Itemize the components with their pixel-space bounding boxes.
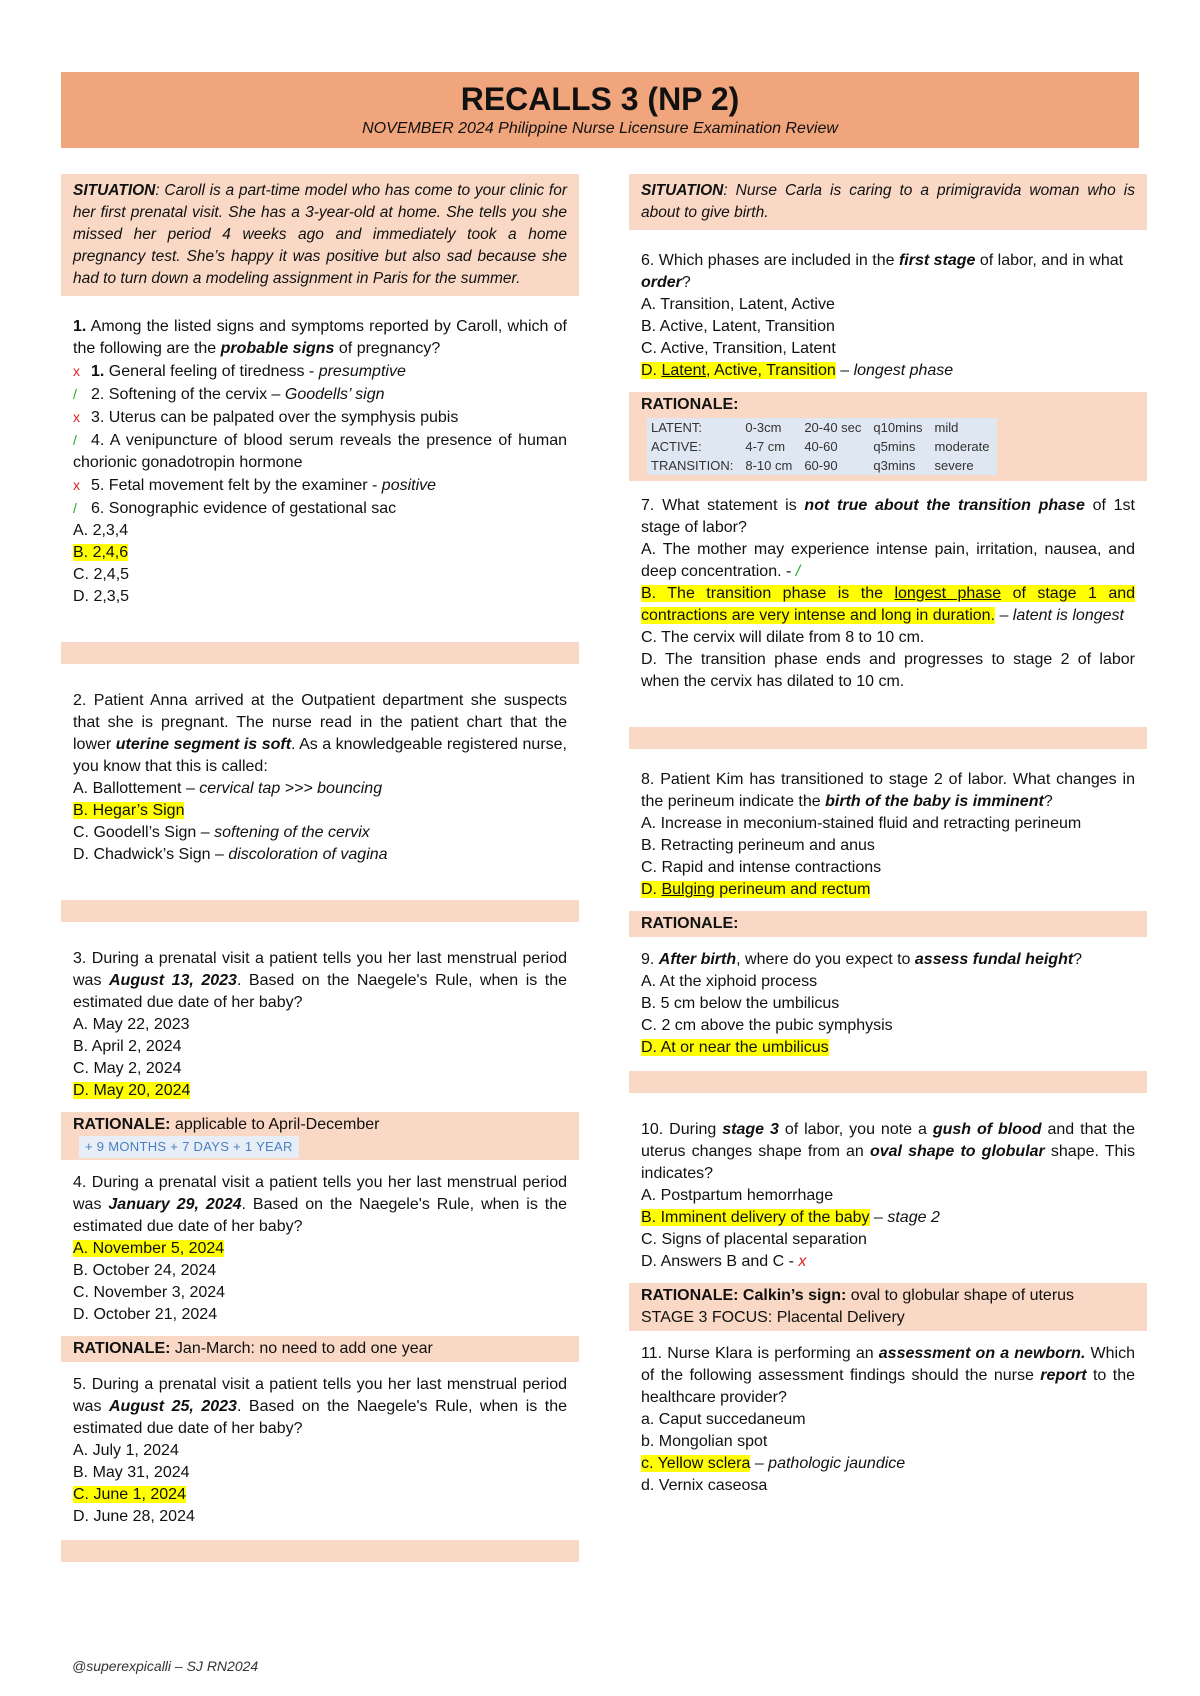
- q10-choice-a: A. Postpartum hemorrhage: [641, 1187, 834, 1204]
- rationale-bar-empty: [629, 727, 1147, 749]
- q5-choice-c: C. June 1, 2024: [73, 1486, 186, 1503]
- table-row: LATENT: 0-3cm 20-40 sec q10mins mild: [651, 420, 959, 435]
- q8-choice-a: A. Increase in meconium-stained fluid and retracting perineum: [641, 815, 1082, 832]
- footer-credit: @superexpicalli – SJ RN2024: [72, 1658, 259, 1674]
- q5-choice-a: A. July 1, 2024: [73, 1442, 179, 1459]
- q1-item-2: / 2. Softening of the cervix – Goodells’ sign: [73, 383, 567, 406]
- situation-caroll: SITUATION: Caroll is a part-time model who has come to your clinic for her first prenatal visit. She has a 3-year-old at home. She tells you she missed her period 4 weeks ago and immediately took a home pregnancy test. She’s happy it was positive but also sad because she had to turn down a modeling assignment in Paris for the summer.: [61, 174, 579, 296]
- rationale-bar-empty: [61, 1540, 579, 1562]
- question-11: [629, 1343, 1147, 1497]
- q8-choice-c: C. Rapid and intense contractions: [641, 859, 882, 876]
- q3-choice-a: A. May 22, 2023: [73, 1016, 190, 1033]
- table-row: ACTIVE: 4-7 cm 40-60 q5mins moderate: [651, 439, 990, 454]
- q8-choice-d: D. Bulging perineum and rectum: [641, 881, 871, 898]
- check-mark-icon: /: [73, 386, 77, 402]
- question-1-stem: 1. Among the listed signs and symptoms reported by Caroll, which of the following are the probable signs of pregnancy?: [73, 318, 567, 357]
- q2-choice-c: C. Goodell’s Sign – softening of the cervix: [73, 824, 370, 841]
- q7-choice-b: B. The transition phase is the longest phase of stage 1 and contractions are very intense and long in duration. – latent is longest: [641, 585, 1136, 624]
- q4-choice-d: D. October 21, 2024: [73, 1306, 218, 1323]
- q6-choice-a: A. Transition, Latent, Active: [641, 296, 835, 313]
- rationale-bar-empty: [61, 642, 579, 664]
- q4-choice-a: A. November 5, 2024: [73, 1240, 225, 1257]
- q2-choice-b: B. Hegar’s Sign: [73, 802, 185, 819]
- q10-choice-d: D. Answers B and C - x: [641, 1253, 807, 1270]
- question-7: [629, 495, 1147, 693]
- rationale-bar-empty: [629, 1071, 1147, 1093]
- rationale-q6: RATIONALE: LATENT: 0-3cm 20-40 sec q10mins mild ACTIVE: 4-7 cm 40-60 q5mins moderate TRANSITION: 8-10 cm 60-90 q3mins severe: [629, 392, 1147, 481]
- q4-choice-c: C. November 3, 2024: [73, 1284, 226, 1301]
- q1-item-4: / 4. A venipuncture of blood serum reveals the presence of human chorionic gonadotropin hormone: [73, 429, 567, 474]
- question-3: [61, 948, 579, 1102]
- question-5-stem: 5. During a prenatal visit a patient tells you her last menstrual period was August 25, 2023. Based on the Naegele's Rule, when is the estimated due date of her baby?: [73, 1376, 568, 1437]
- question-2-stem: 2. Patient Anna arrived at the Outpatient department she suspects that she is pregnant. The nurse read in the patient chart that the lower uterine segment is soft. As a knowledgeable registered nurse, you know that this is called:: [73, 692, 567, 775]
- check-mark-icon: /: [73, 432, 77, 448]
- q4-choice-b: B. October 24, 2024: [73, 1262, 217, 1279]
- wrong-mark-icon: x: [73, 477, 80, 493]
- q1-choice-b: B. 2,4,6: [73, 544, 129, 561]
- rationale-q8: RATIONALE:: [629, 911, 1147, 937]
- q10-choice-b: B. Imminent delivery of the baby – stage 2: [641, 1209, 940, 1226]
- question-7-stem: 7. What statement is not true about the transition phase of 1st stage of labor?: [641, 497, 1136, 536]
- table-row: TRANSITION: 8-10 cm 60-90 q3mins severe: [651, 458, 974, 473]
- q7-choice-c: C. The cervix will dilate from 8 to 10 cm.: [641, 629, 925, 646]
- q1-choice-d: D. 2,3,5: [73, 588, 130, 605]
- question-6-stem: 6. Which phases are included in the first stage of labor, and in what order?: [641, 252, 1124, 291]
- question-4: [61, 1172, 579, 1326]
- rationale-q10: RATIONALE: Calkin’s sign: oval to globular shape of uterus STAGE 3 FOCUS: Placental Delivery: [629, 1283, 1147, 1331]
- q9-choice-b: B. 5 cm below the umbilicus: [641, 995, 840, 1012]
- rationale-bar-empty: [61, 900, 579, 922]
- rationale-q4: RATIONALE: Jan-March: no need to add one year: [61, 1336, 579, 1362]
- labor-phases-table: [647, 418, 997, 475]
- q9-choice-a: A. At the xiphoid process: [641, 973, 818, 990]
- q7-choice-a: A. The mother may experience intense pain, irritation, nausea, and deep concentration. - /: [641, 541, 1135, 580]
- wrong-mark-icon: x: [73, 363, 80, 379]
- q6-choice-c: C. Active, Transition, Latent: [641, 340, 836, 357]
- q8-choice-b: B. Retracting perineum and anus: [641, 837, 875, 854]
- q3-choice-c: C. May 2, 2024: [73, 1060, 182, 1077]
- q1-item-5: x 5. Fetal movement felt by the examiner - positive: [73, 474, 567, 497]
- question-3-stem: 3. During a prenatal visit a patient tells you her last menstrual period was August 13, 2023. Based on the Naegele's Rule, when is the estimated due date of her baby?: [73, 950, 568, 1011]
- q10-choice-c: C. Signs of placental separation: [641, 1231, 867, 1248]
- q1-item-1: x 1. General feeling of tiredness - presumptive: [73, 360, 567, 383]
- question-2: [61, 690, 579, 866]
- q6-choice-d: D. Latent, Active, Transition – longest phase: [641, 362, 954, 379]
- q11-choice-d: d. Vernix caseosa: [641, 1477, 768, 1494]
- q11-choice-a: a. Caput succedaneum: [641, 1411, 806, 1428]
- q1-choice-c: C. 2,4,5: [73, 566, 130, 583]
- q1-item-6: / 6. Sonographic evidence of gestational sac: [73, 497, 567, 520]
- q1-choice-a: A. 2,3,4: [73, 522, 129, 539]
- question-1: [61, 316, 579, 608]
- q6-choice-b: B. Active, Latent, Transition: [641, 318, 835, 335]
- situation-carla: SITUATION: Nurse Carla is caring to a primigravida woman who is about to give birth.: [629, 174, 1147, 230]
- q9-choice-d: D. At or near the umbilicus: [641, 1039, 829, 1056]
- question-9-stem: 9. After birth, where do you expect to assess fundal height?: [641, 951, 1083, 968]
- question-6: [629, 250, 1147, 382]
- page-subtitle: NOVEMBER 2024 Philippine Nurse Licensure Examination Review: [362, 120, 838, 137]
- question-11-stem: 11. Nurse Klara is performing an assessment on a newborn. Which of the following assessment findings should the nurse report to the healthcare provider?: [641, 1345, 1135, 1406]
- q7-choice-d: D. The transition phase ends and progresses to stage 2 of labor when the cervix has dilated to 10 cm.: [641, 651, 1135, 690]
- rationale-q3: RATIONALE: applicable to April-December + 9 MONTHS + 7 DAYS + 1 YEAR: [61, 1112, 579, 1160]
- question-8: [629, 769, 1147, 901]
- page-title: RECALLS 3 (NP 2): [460, 81, 740, 117]
- question-5: [61, 1374, 579, 1528]
- q11-choice-c: c. Yellow sclera – pathologic jaundice: [641, 1455, 906, 1472]
- question-4-stem: 4. During a prenatal visit a patient tells you her last menstrual period was January 29, 2024. Based on the Naegele's Rule, when is the estimated due date of her baby?: [73, 1174, 568, 1235]
- q1-item-3: x 3. Uterus can be palpated over the symphysis pubis: [73, 406, 567, 429]
- question-9: [629, 949, 1147, 1059]
- q3-choice-d: D. May 20, 2024: [73, 1082, 191, 1099]
- q2-choice-a: A. Ballottement – cervical tap >>> bouncing: [73, 780, 383, 797]
- q9-choice-c: C. 2 cm above the pubic symphysis: [641, 1017, 893, 1034]
- check-mark-icon: /: [73, 500, 77, 516]
- q11-choice-b: b. Mongolian spot: [641, 1433, 768, 1450]
- q2-choice-d: D. Chadwick’s Sign – discoloration of vagina: [73, 846, 388, 863]
- q3-choice-b: B. April 2, 2024: [73, 1038, 182, 1055]
- left-column: [61, 174, 579, 1562]
- page-header: [61, 72, 1139, 148]
- right-column: [629, 174, 1147, 1497]
- q5-choice-d: D. June 28, 2024: [73, 1508, 195, 1525]
- question-8-stem: 8. Patient Kim has transitioned to stage 2 of labor. What changes in the perineum indicate the birth of the baby is imminent?: [641, 771, 1135, 810]
- question-10: [629, 1119, 1147, 1273]
- wrong-mark-icon: x: [73, 409, 80, 425]
- question-10-stem: 10. During stage 3 of labor, you note a gush of blood and that the uterus changes shape from an oval shape to globular shape. This indicates?: [641, 1121, 1136, 1182]
- q5-choice-b: B. May 31, 2024: [73, 1464, 190, 1481]
- naegele-formula: + 9 MONTHS + 7 DAYS + 1 YEAR: [79, 1136, 299, 1158]
